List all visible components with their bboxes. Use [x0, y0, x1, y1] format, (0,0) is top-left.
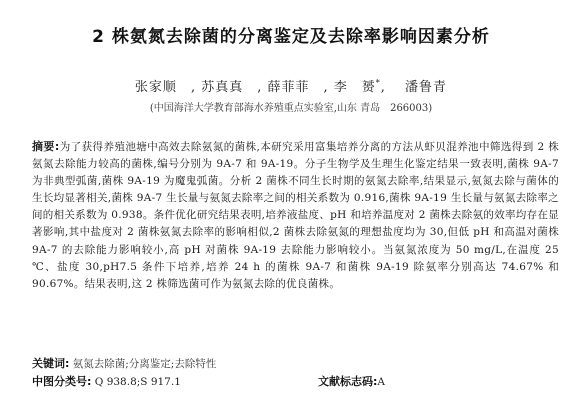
keywords-line — [32, 355, 559, 371]
doc-code-value: A — [377, 376, 385, 388]
author-affiliation: (中国海洋大学教育部海水养殖重点实验室,山东 青岛 266003) — [149, 103, 433, 114]
author-name: 薛菲菲 — [267, 80, 310, 95]
author-name: 李 赟 — [333, 80, 376, 95]
paper-title: 2 株氨氮去除菌的分离鉴定及去除率影响因素分析 — [92, 27, 490, 47]
classification-line — [32, 373, 559, 389]
doc-code-label: 文献标志码: — [318, 375, 378, 388]
clc-label: 中图分类号: — [32, 375, 92, 388]
keywords-label: 关键词: — [32, 357, 70, 370]
author-list: 张家顺 , 苏真真 , 薛菲菲 , 李 赟*, 潘鲁青 — [134, 78, 448, 95]
author-name: 张家顺 — [134, 80, 177, 95]
author-name: 苏真真 — [201, 80, 244, 95]
document-code — [318, 373, 385, 389]
clc-value: Q 938.8;S 917.1 — [94, 376, 181, 388]
abstract-text: 为了获得养殖池塘中高效去除氨氮的菌株,本研究采用富集培养分离的方法从虾贝混养池中筛选得到 2 株氨氮去除能力较高的菌株,编号分别为 9A-7 和 9A-19。分子生物学及生理生化鉴定结果一致表明,菌株 9A-7 为非典型弧菌,菌株 9A-19 为魔鬼弧菌。分析 2 菌株不同生长时期的氨氮去除率,结果显示,氨氮去除与菌体的生长均显著相关,菌株 9A-7 生长量与氨氮去除率之间的相关系数为 0.916,菌株 9A-19 生长量与氨氮去除率之间的相关系数为 0.938。条件优化研究结果表明,培养液盐度、pH 和培养温度对 2 菌株去除氨的效率均存在显著影响,其中盐度对 2 菌株氨氮去除率的影响相似,2 菌株去除氨氮的理想盐度均为 30,但低 pH 和高温对菌株 9A-7 的去除能力影响较小,高 pH 对菌株 9A-19 去除能力影响较小。当氨氮浓度为 50 mg/L,在温度 25 ℃、盐度 30,pH7.5 条件下培养,培养 24 h 的菌株 9A-7 和菌株 9A-19 除氨率分别高达 74.67% 和 90.67%。结果表明,这 2 株筛选菌可作为氨氮去除的优良菌株。 — [32, 141, 559, 290]
abstract-label: 摘要: — [32, 140, 60, 153]
corresponding-author-mark: * — [375, 78, 381, 88]
abstract-block — [32, 138, 559, 293]
author-name: 潘鲁青 — [405, 80, 448, 95]
keywords-text: 氨氮去除菌;分离鉴定;去除特性 — [72, 358, 217, 370]
